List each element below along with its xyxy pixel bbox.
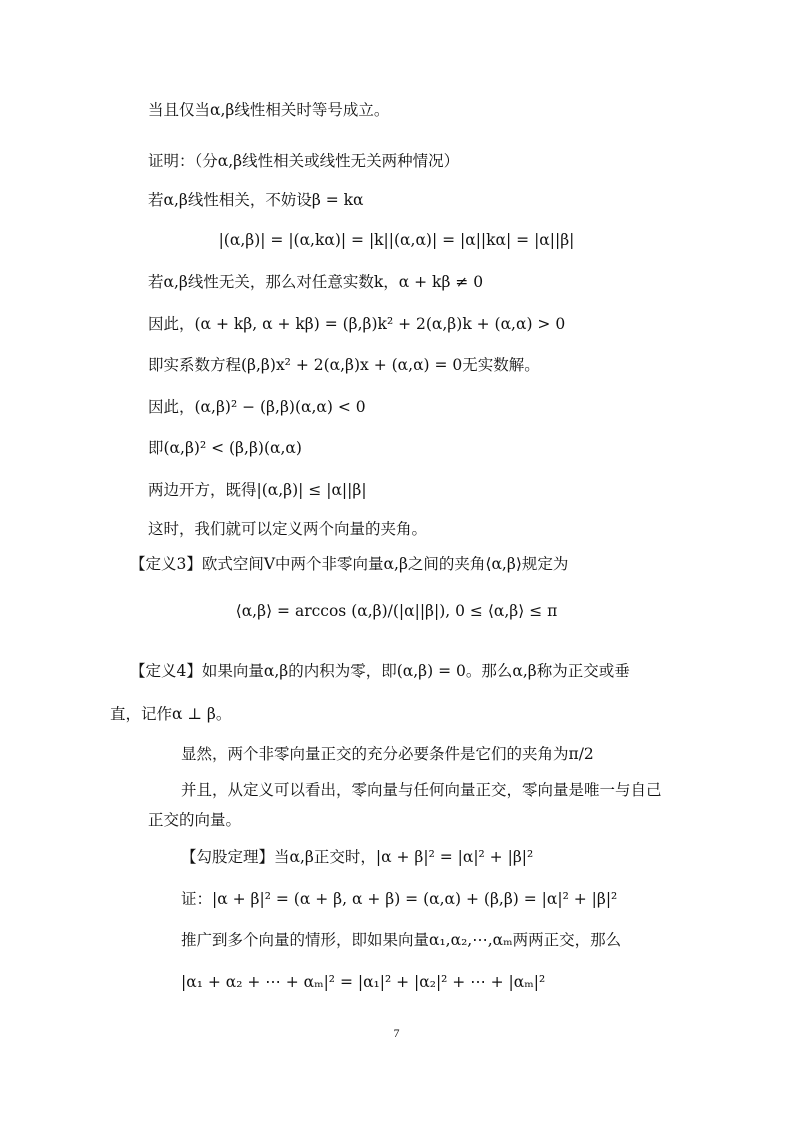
text-line-no-real-root: 即实系数方程(β,β)x² + 2(α,β)x + (α,α) = 0无实数解。 xyxy=(148,356,540,374)
text-line-proof-intro: 证明：（分α,β线性相关或线性无关两种情况） xyxy=(148,152,460,170)
formula-dependent-equality: |(α,β)| = |(α,kα)| = |k||(α,α)| = |α||kα| = |α||β| xyxy=(218,231,575,249)
text-line-generalization: 推广到多个向量的情形，即如果向量α₁,α₂,⋯,αₘ两两正交，那么 xyxy=(181,931,622,949)
text-line-dependent-case: 若α,β线性相关，不妨设β = kα xyxy=(148,191,364,209)
pythagorean-theorem: 【勾股定理】当α,β正交时，|α + β|² = |α|² + |β|² xyxy=(181,848,534,866)
text-line-orthogonal-condition: 显然，两个非零向量正交的充分必要条件是它们的夹角为π/2 xyxy=(181,745,594,763)
definition-4: 【定义4】如果向量α,β的内积为零，即(α,β) = 0。那么α,β称为正交或垂 xyxy=(130,662,630,680)
formula-generalized-pythagorean: |α₁ + α₂ + ⋯ + αₘ|² = |α₁|² + |α₂|² + ⋯ + |αₘ|² xyxy=(181,973,546,991)
text-line-zero-vector: 并且，从定义可以看出，零向量与任何向量正交，零向量是唯一与自己 xyxy=(181,781,662,799)
page-number: 7 xyxy=(393,1026,400,1040)
pythagorean-proof: 证：|α + β|² = (α + β, α + β) = (α,α) + (β,β) = |α|² + |β|² xyxy=(181,890,618,908)
definition-3: 【定义3】欧式空间V中两个非零向量α,β之间的夹角⟨α,β⟩规定为 xyxy=(130,555,569,573)
text-line-inner-product-positive: 因此，(α + kβ, α + kβ) = (β,β)k² + 2(α,β)k + (α,α) > 0 xyxy=(148,315,566,333)
formula-angle-definition: ⟨α,β⟩ = arccos (α,β)/(|α||β|), 0 ≤ ⟨α,β⟩ ≤ π xyxy=(235,602,558,620)
text-line-inequality: 即(α,β)² < (β,β)(α,α) xyxy=(148,439,302,457)
text-line-angle-intro: 这时，我们就可以定义两个向量的夹角。 xyxy=(148,520,428,538)
definition-4-continued: 直，记作α ⊥ β。 xyxy=(110,705,232,723)
text-line-independent-case: 若α,β线性无关，那么对任意实数k，α + kβ ≠ 0 xyxy=(148,273,484,291)
text-line-zero-vector-continued: 正交的向量。 xyxy=(148,811,242,829)
text-line-square-root: 两边开方，既得|(α,β)| ≤ |α||β| xyxy=(148,481,367,499)
text-line-discriminant: 因此，(α,β)² − (β,β)(α,α) < 0 xyxy=(148,398,366,416)
text-line-equality-condition: 当且仅当α,β线性相关时等号成立。 xyxy=(148,101,390,119)
